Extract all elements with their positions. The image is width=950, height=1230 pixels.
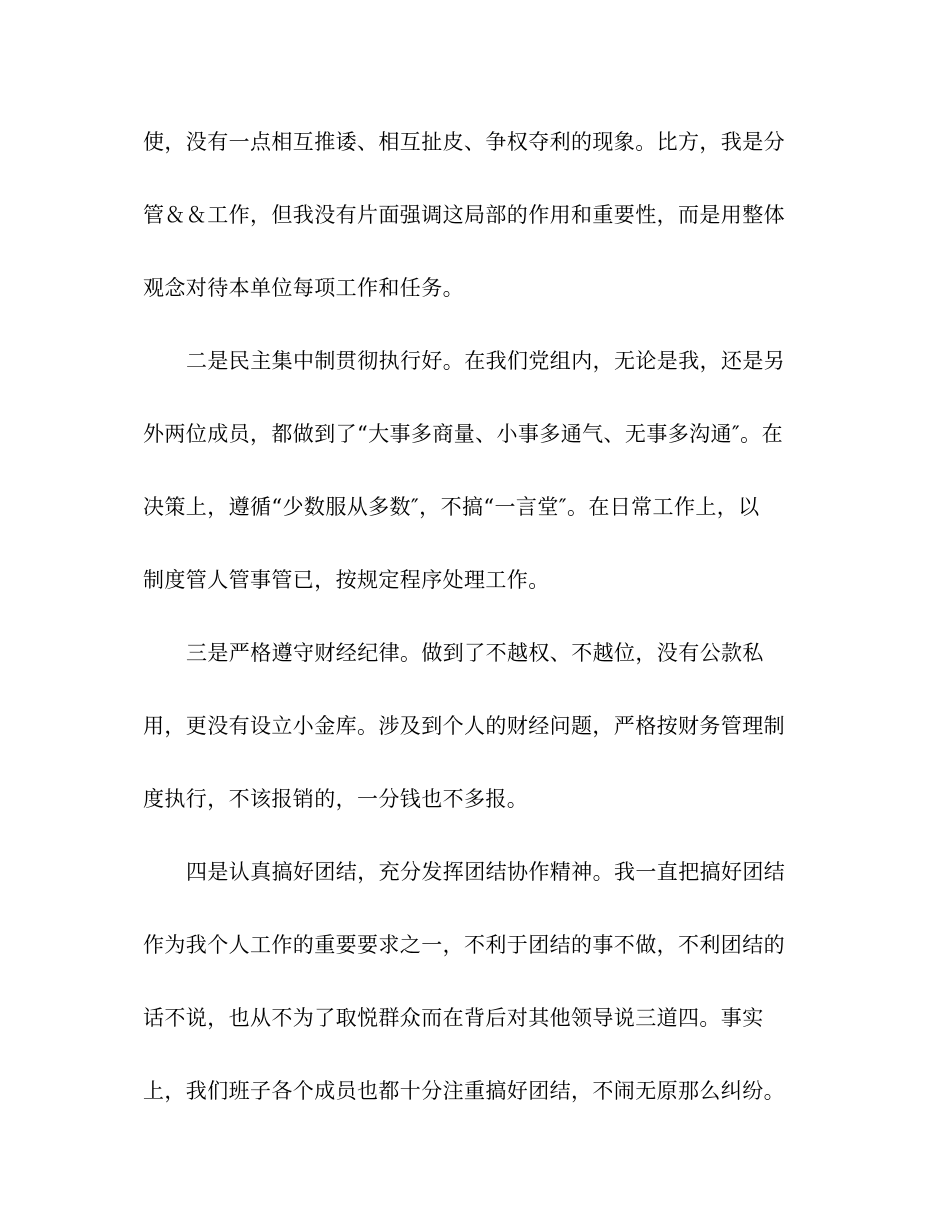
text-line: 管＆＆工作，但我没有片面强调这局部的作用和重要性，而是用整体: [143, 203, 785, 227]
text-line: 上，我们班子各个成员也都十分注重搞好团结，不闹无原那么纠纷。: [143, 1079, 785, 1103]
text-line: 话不说，也从不为了取悦群众而在背后对其他领导说三道四。事实: [143, 1006, 764, 1030]
text-line: 度执行，不该报销的，一分钱也不多报。: [143, 787, 529, 811]
text-line: 作为我个人工作的重要要求之一，不利于团结的事不做，不利团结的: [143, 933, 785, 957]
paragraph-start-line: 三是严格遵守财经纪律。做到了不越权、不越位，没有公款私: [186, 641, 764, 665]
text-line: 使，没有一点相互推诿、相互扯皮、争权夺利的现象。比方，我是分: [143, 130, 785, 154]
paragraph-start-line: 二是民主集中制贯彻执行好。在我们党组内，无论是我，还是另: [186, 349, 786, 373]
text-line: 制度管人管事管已，按规定程序处理工作。: [143, 568, 550, 592]
text-line: 用，更没有设立小金库。涉及到个人的财经问题，严格按财务管理制: [143, 714, 785, 738]
text-line: 决策上，遵循“少数服从多数″，不搞“一言堂″。在日常工作上，以: [143, 495, 760, 519]
paragraph-start-line: 四是认真搞好团结，充分发挥团结协作精神。我一直把搞好团结: [186, 860, 786, 884]
text-line: 观念对待本单位每项工作和任务。: [143, 276, 464, 300]
text-line: 外两位成员，都做到了“大事多商量、小事多通气、无事多沟通″。在: [143, 422, 783, 446]
